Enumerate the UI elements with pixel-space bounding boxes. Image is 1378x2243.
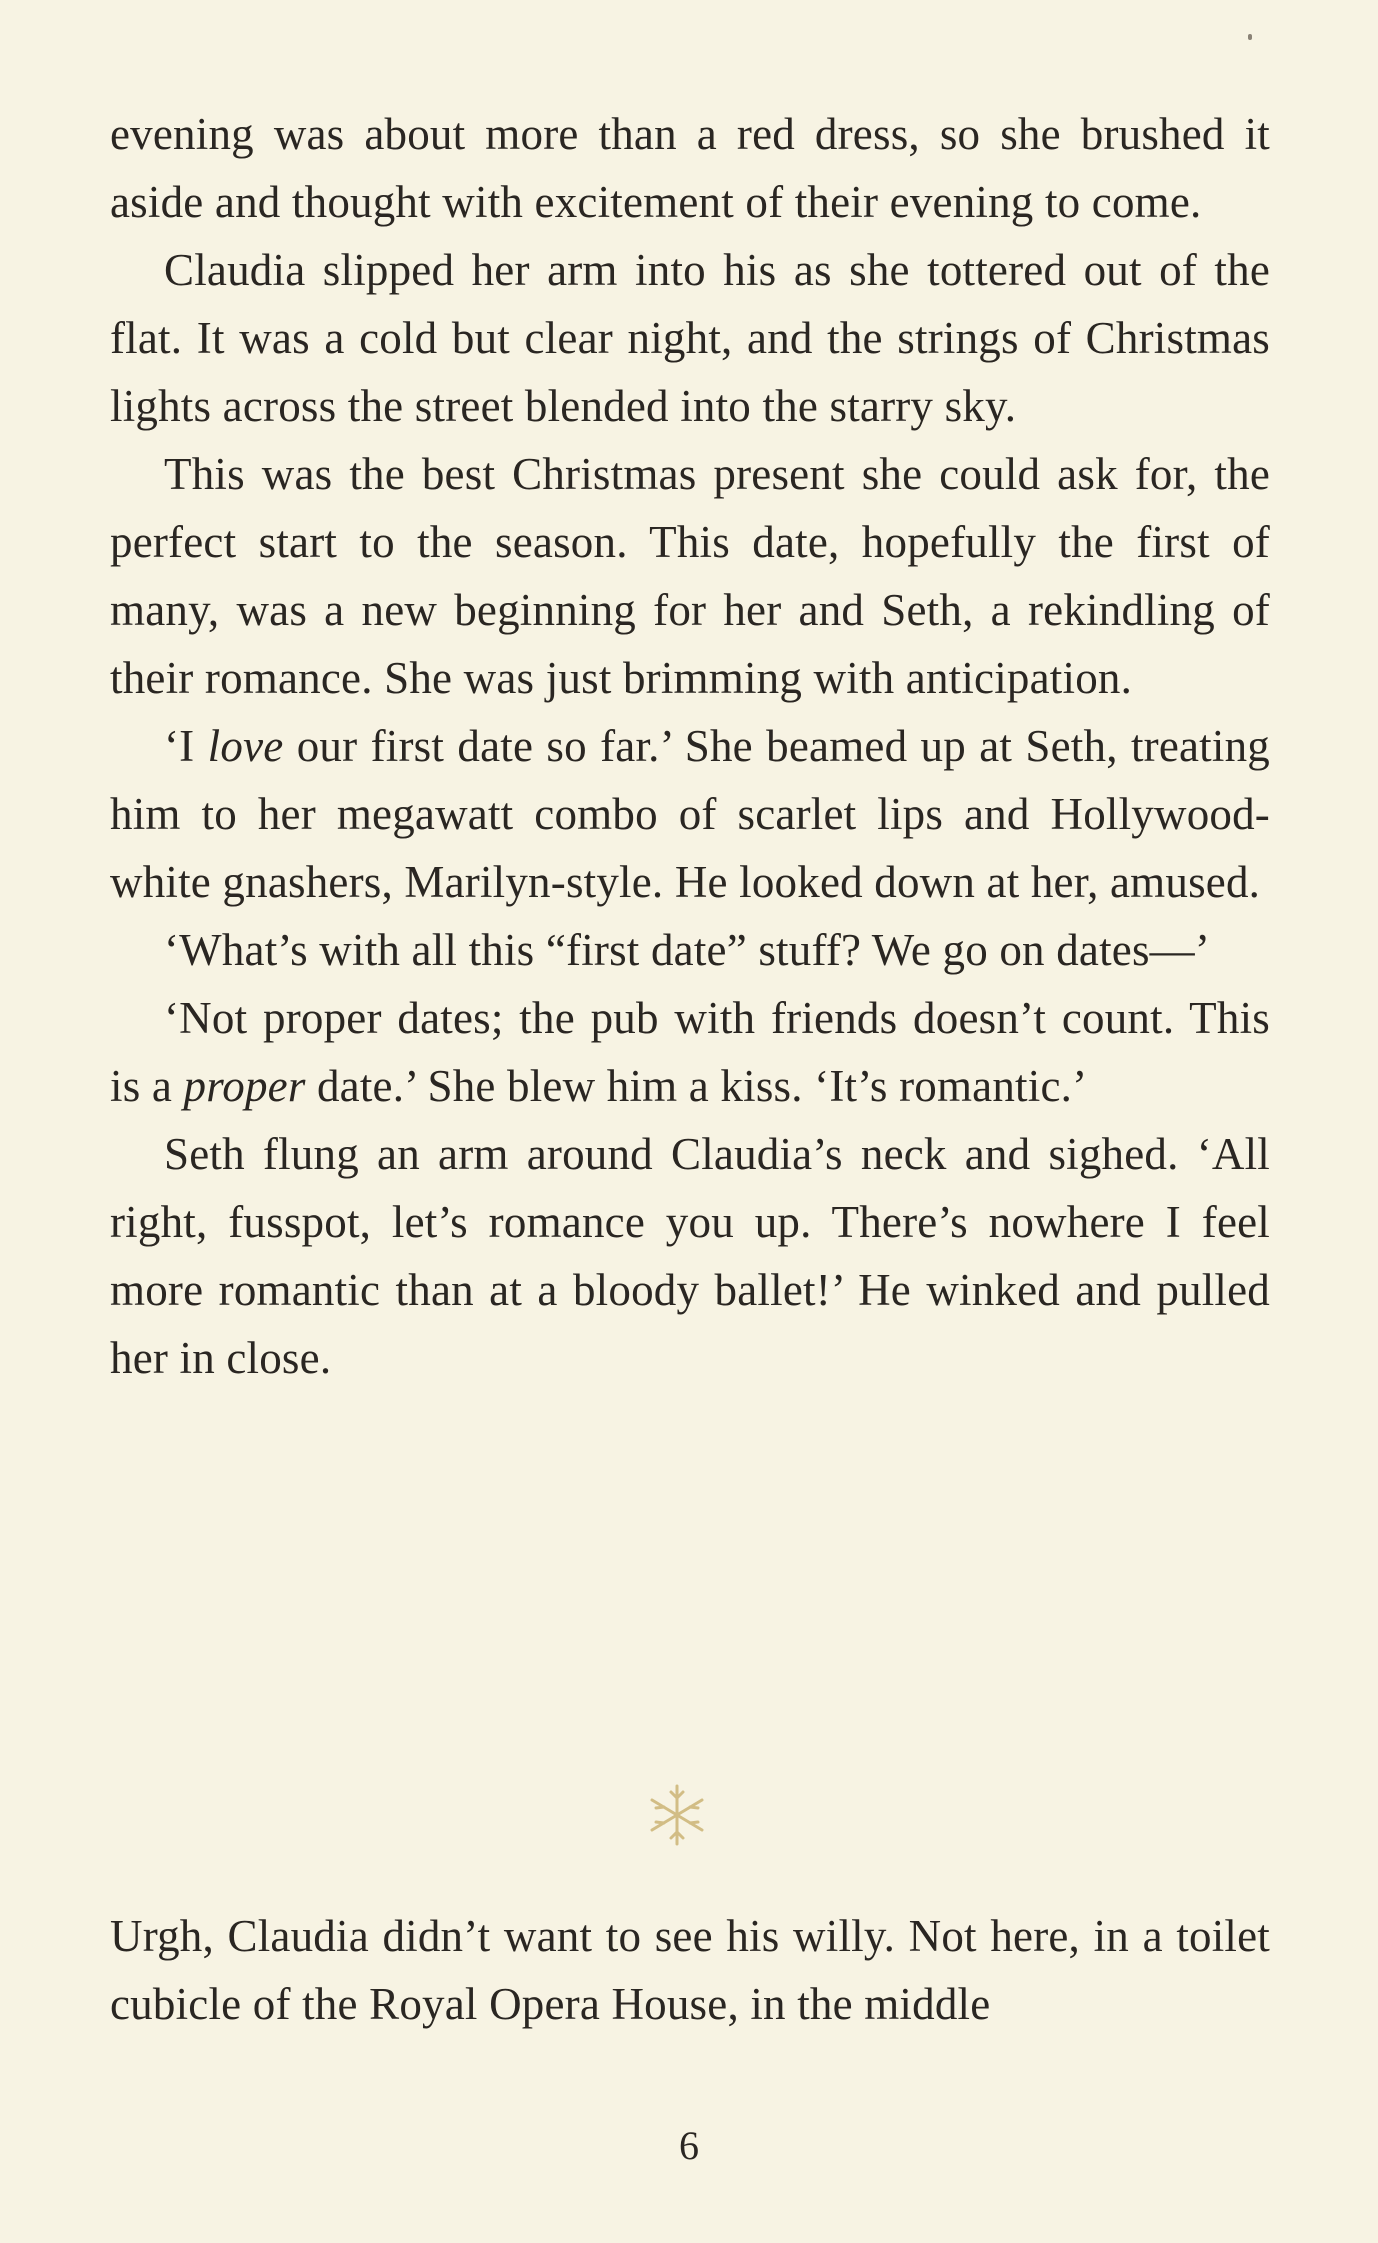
- paragraph-best-christmas: This was the best Christmas present she could ask for, the perfect start to the season. This date, hopefully the first of many, was a new beginning for her and Seth, a rekindling of their romance. She was just brimming with anticipation.: [110, 449, 1270, 703]
- paper-speck: [1248, 34, 1252, 40]
- page-number: 6: [679, 2123, 699, 2168]
- paragraph-whats-with: ‘What’s with all this “first date” stuff? We go on dates—’: [164, 925, 1211, 975]
- main-text-section: [110, 100, 1270, 1392]
- paragraph-seth-flung: Seth flung an arm around Claudia’s neck and sighed. ‘All right, fusspot, let’s romance you up. There’s nowhere I feel more romantic than at a bloody ballet!’ He winked and pulled her in close.: [110, 1129, 1270, 1383]
- paragraph-claudia-slipped: Claudia slipped her arm into his as she tottered out of the flat. It was a cold but clear night, and the strings of Christmas lights across the street blended into the starry sky.: [110, 245, 1270, 431]
- paragraph-not-proper: [110, 984, 1270, 1120]
- paragraph-urgh: Urgh, Claudia didn’t want to see his willy. Not here, in a toilet cubicle of the Royal Opera House, in the middle: [110, 1911, 1270, 2029]
- emphasis-love: love: [207, 721, 284, 771]
- paragraph-first-date-end: our first date so far.’ She beamed up at Seth, treating him to her megawatt combo of scarlet lips and Hollywood-white gnashers, Marilyn-style. He looked down at her, amused.: [110, 721, 1270, 907]
- paragraph-not-proper-start: ‘Not proper dates; the pub with friends doesn’t count. This is a: [110, 993, 1270, 1111]
- after-break-section: [110, 1902, 1270, 2038]
- paragraph-first-date: [110, 712, 1270, 916]
- paragraph-not-proper-end: date.’ She blew him a kiss. ‘It’s romantic.’: [305, 1061, 1088, 1111]
- snowflake-icon: [642, 1780, 712, 1850]
- emphasis-proper: proper: [183, 1061, 306, 1111]
- paragraph-continued: evening was about more than a red dress, so she brushed it aside and thought with excitement of their evening to come.: [110, 109, 1270, 227]
- paragraph-first-date-start: ‘I: [164, 721, 208, 771]
